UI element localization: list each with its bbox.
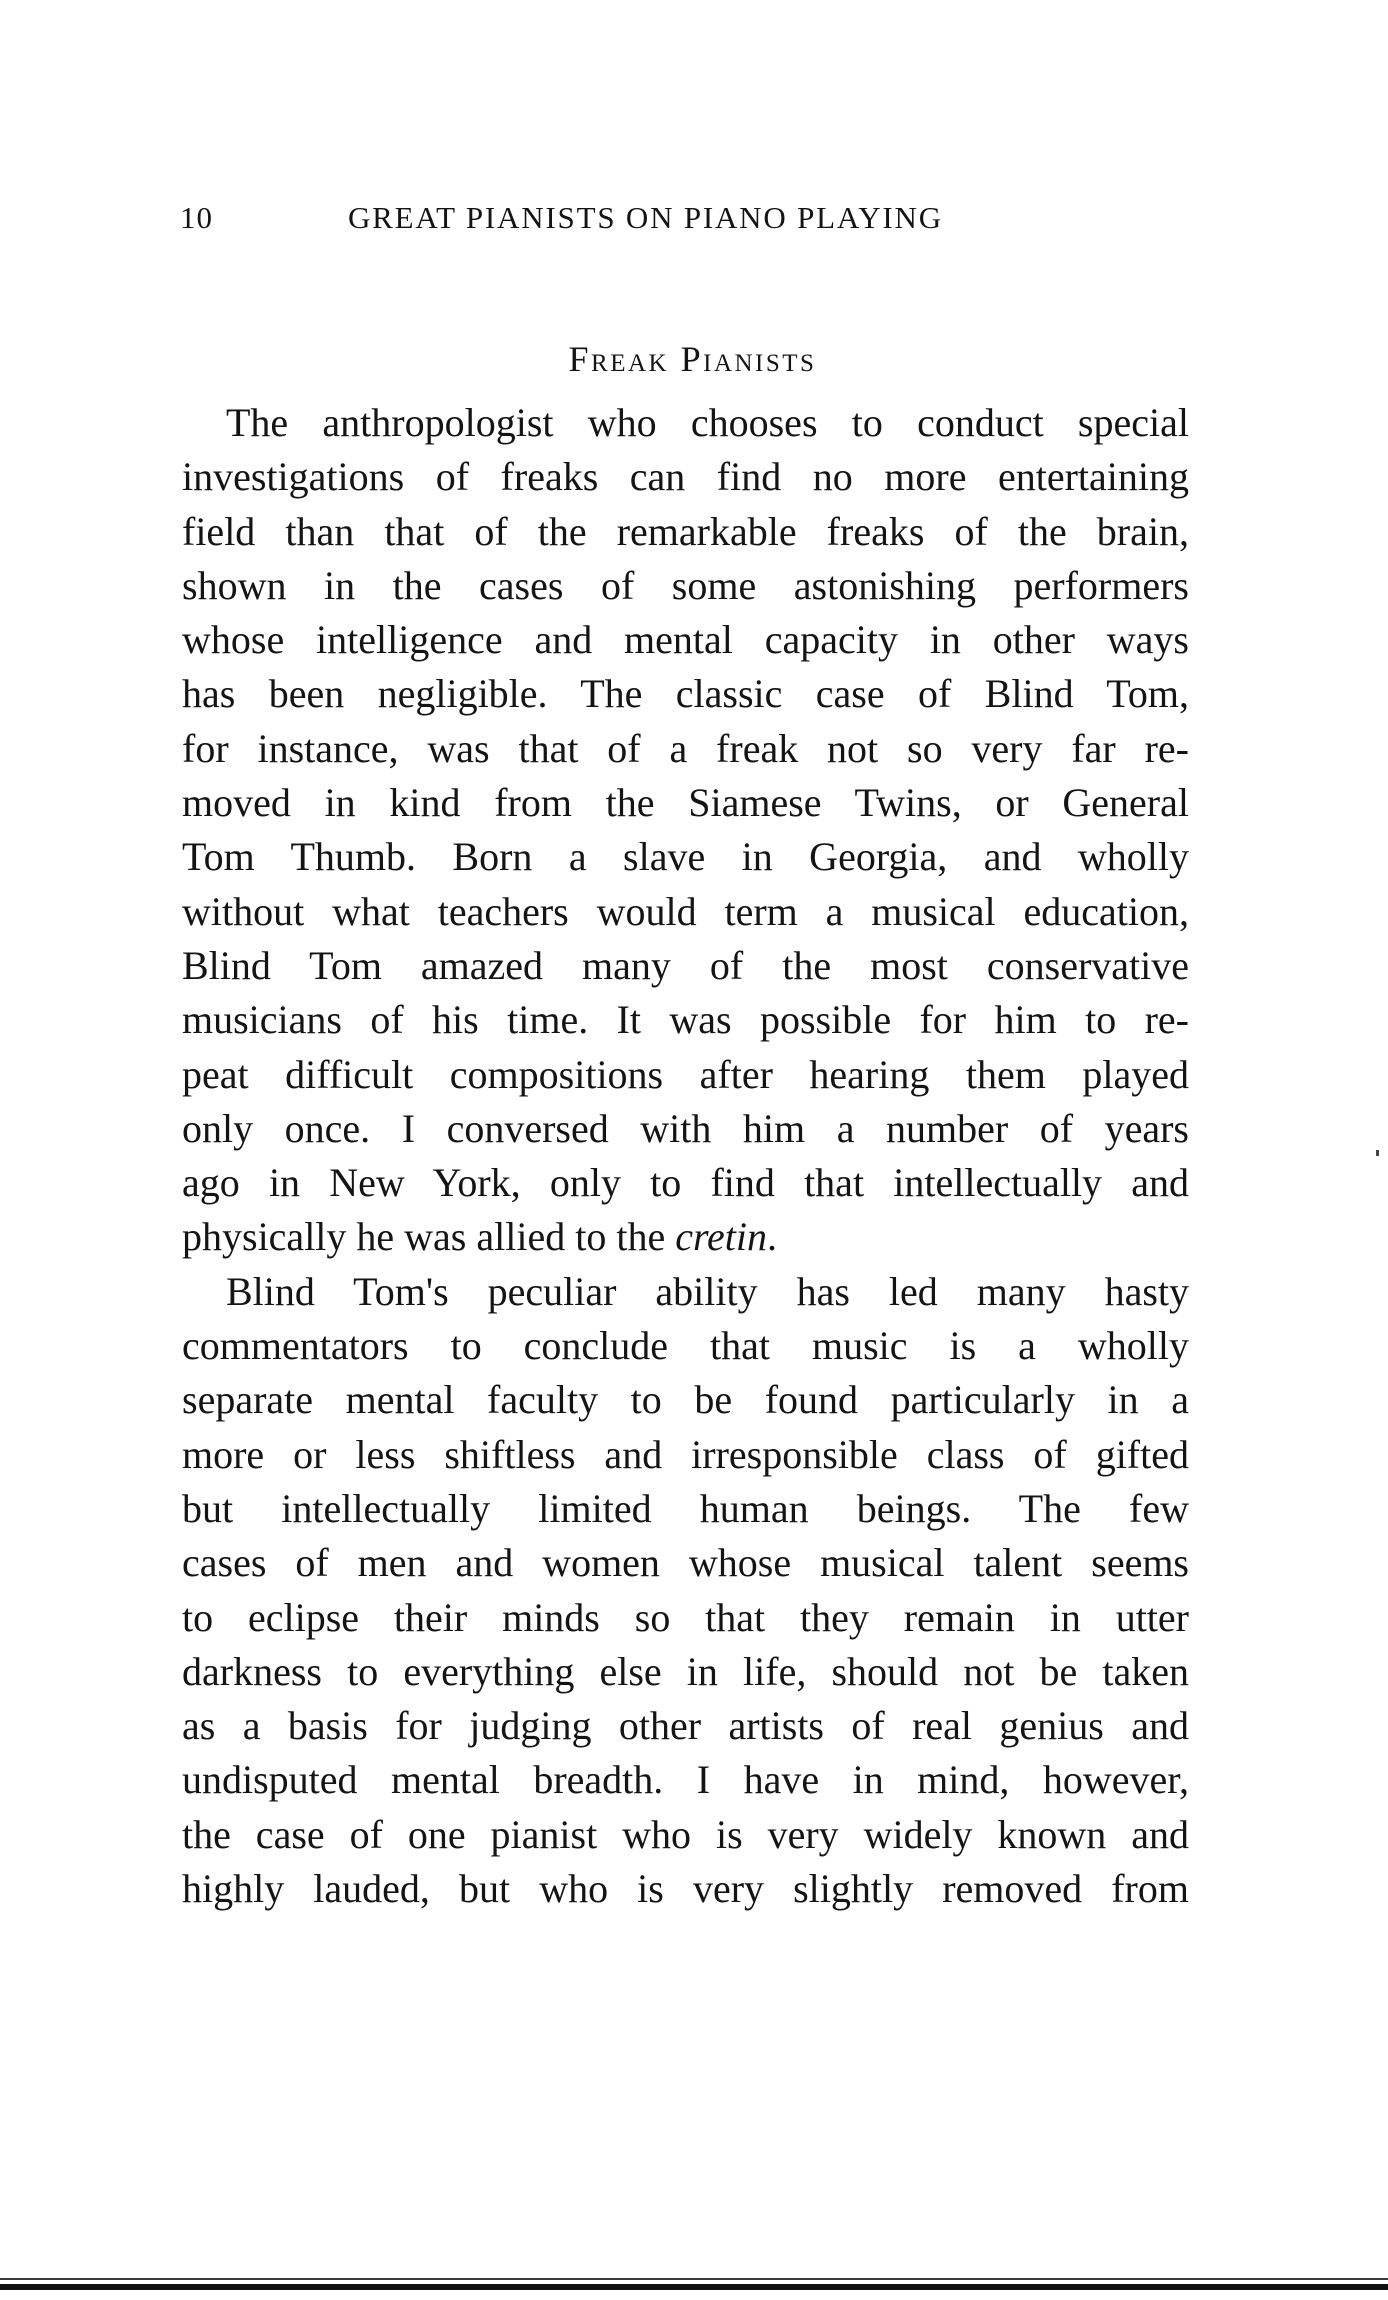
text-line: but intellectually limited human beings. The few [182,1485,1189,1531]
page-number: 10 [180,200,213,235]
text-line: field than that of the remarkable freaks of the brain, [182,508,1189,554]
text-line: without what teachers would term a musical education, [182,888,1189,934]
text-line: investigations of freaks can find no more entertaining [182,454,1189,500]
text-line: as a basis for judging other artists of real genius and [182,1703,1189,1749]
text-line: moved in kind from the Siamese Twins, or General [182,780,1189,826]
body-text [182,396,1189,1916]
text-segment: . [767,1214,778,1260]
running-title: GREAT PIANISTS ON PIANO PLAYING [348,200,943,235]
text-line: Blind Tom's peculiar ability has led many hasty [226,1268,1189,1314]
text-line: the case of one pianist who is very widely known and [182,1811,1189,1857]
text-line: undisputed mental breadth. I have in mind, however, [182,1757,1189,1803]
text-line: to eclipse their minds so that they remain in utter [182,1594,1189,1640]
section-title: Freak Pianists [568,339,817,379]
text-line: Blind Tom amazed many of the most conservative [182,942,1189,988]
text-line: Tom Thumb. Born a slave in Georgia, and wholly [182,834,1189,880]
text-line: The anthropologist who chooses to conduct special [226,400,1189,445]
text-line: darkness to everything else in life, should not be taken [182,1648,1189,1694]
margin-speck [1376,1150,1379,1156]
text-line-last [182,1210,1189,1264]
paragraph-2 [182,1265,1189,1917]
bottom-scan-edge [0,2284,1388,2290]
text-segment: physically he was allied to the [182,1214,676,1260]
text-line: highly lauded, but who is very slightly removed from [182,1866,1189,1912]
text-line: has been negligible. The classic case of Blind Tom, [182,671,1189,717]
text-line: for instance, was that of a freak not so very far re- [182,725,1189,771]
text-line: peat difficult compositions after hearing them played [182,1051,1189,1097]
paragraph-1 [182,396,1189,1265]
text-line: ago in New York, only to find that intellectually and [182,1160,1189,1206]
italic-word: cretin [675,1214,768,1260]
text-line: shown in the cases of some astonishing performers [182,562,1189,608]
text-line: musicians of his time. It was possible for him to re- [182,997,1189,1043]
text-line: cases of men and women whose musical talent seems [182,1540,1189,1586]
running-head [180,200,1210,250]
bottom-scan-edge-thin [0,2278,1388,2280]
text-line: more or less shiftless and irresponsible class of gifted [182,1431,1189,1477]
text-line: whose intelligence and mental capacity in other ways [182,617,1189,663]
text-line: only once. I conversed with him a number of years [182,1105,1189,1151]
text-line: commentators to conclude that music is a wholly [182,1323,1189,1369]
text-line: separate mental faculty to be found particularly in a [182,1377,1189,1423]
